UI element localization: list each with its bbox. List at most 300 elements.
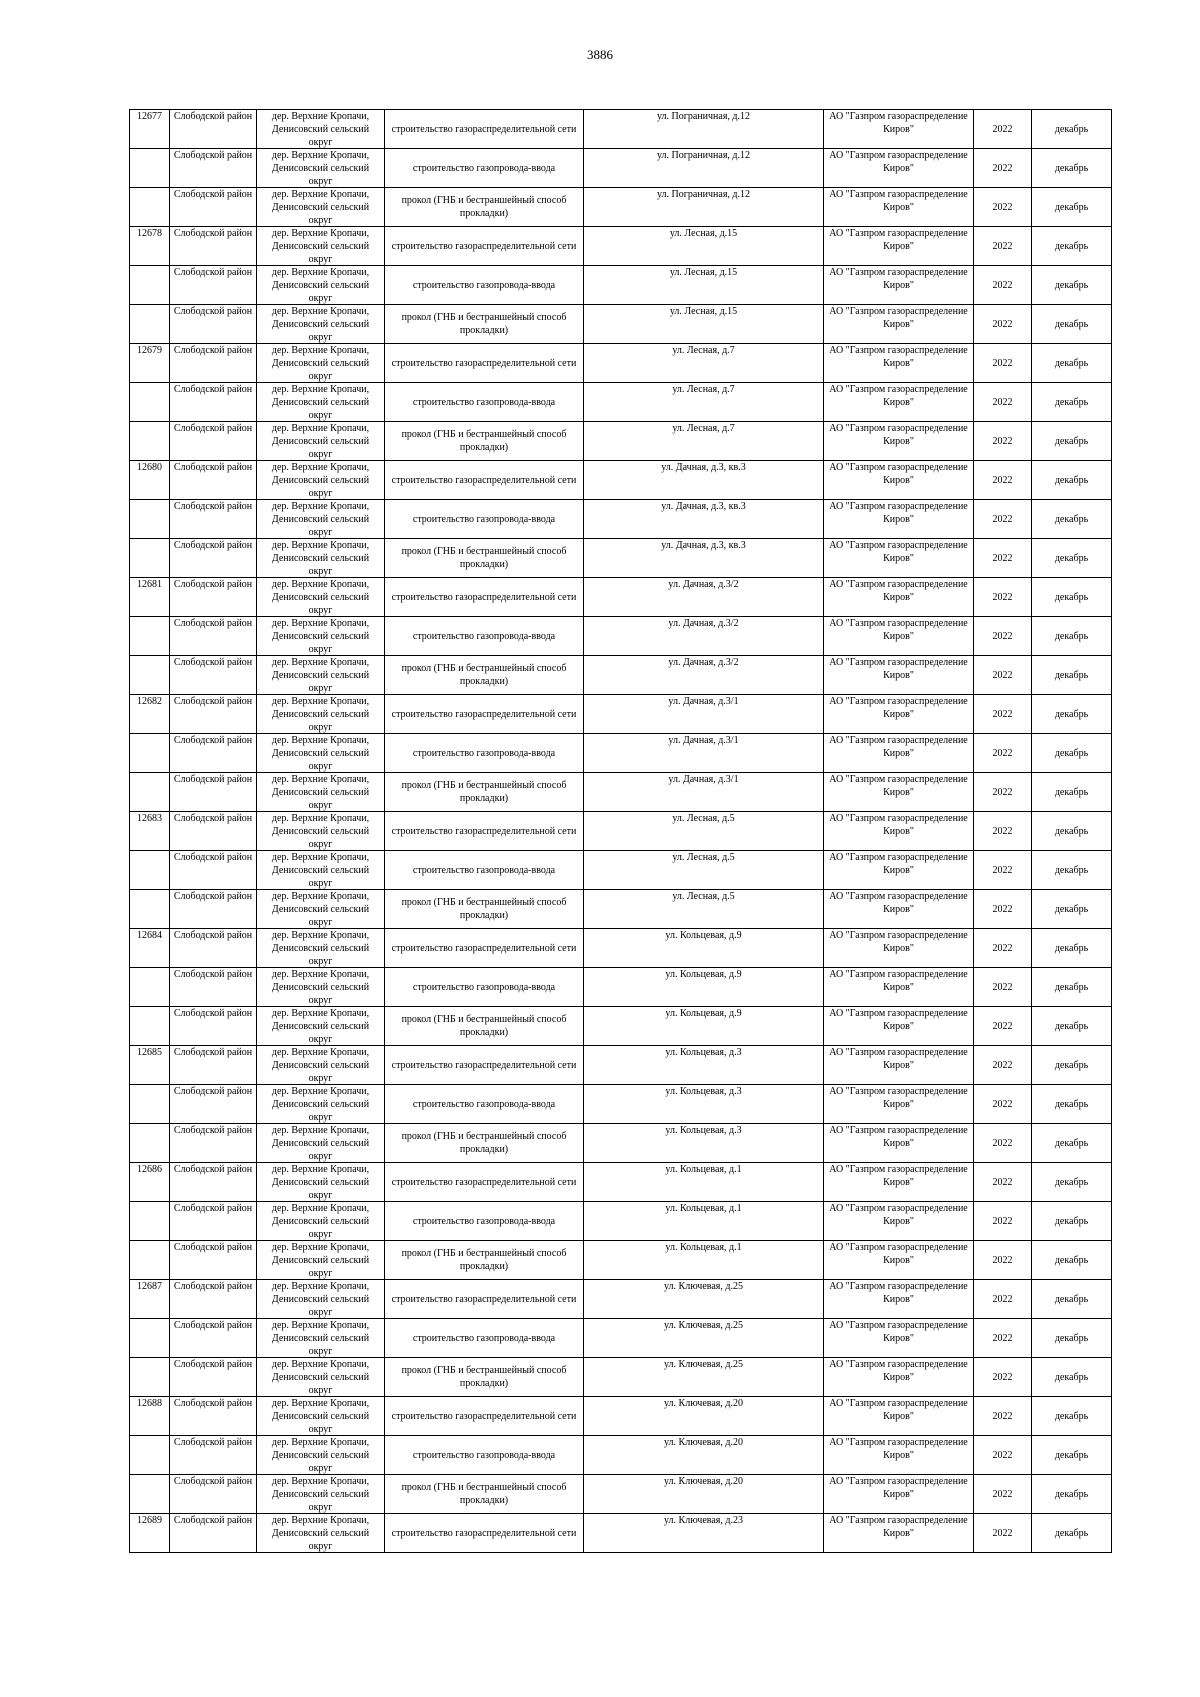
- work-type-cell-text: прокол (ГНБ и бестраншейный способ прокладки): [401, 663, 567, 687]
- district-cell: [170, 1358, 257, 1397]
- work-type-cell: [385, 968, 584, 1007]
- address-cell-text: ул. Дачная, д.3, кв.3: [661, 462, 746, 473]
- work-type-cell: [385, 266, 584, 305]
- organization-cell-text: АО "Газпром газораспределение Киров": [829, 228, 968, 252]
- work-type-cell-text: прокол (ГНБ и бестраншейный способ прокладки): [401, 1131, 567, 1155]
- address-cell: [584, 344, 824, 383]
- organization-cell: [824, 344, 974, 383]
- row-number-text: 12679: [137, 345, 162, 356]
- month-cell: [1032, 344, 1112, 383]
- month-cell-text: декабрь: [1054, 123, 1089, 135]
- work-type-cell-text: строительство газопровода-ввода: [412, 279, 556, 291]
- district-cell: [170, 851, 257, 890]
- organization-cell: [824, 1163, 974, 1202]
- organization-cell: [824, 1436, 974, 1475]
- year-cell-text: 2022: [992, 1176, 1013, 1188]
- organization-cell: [824, 1241, 974, 1280]
- row-number: [130, 1202, 170, 1241]
- address-cell: [584, 812, 824, 851]
- year-cell-text: 2022: [992, 1215, 1013, 1227]
- year-cell: [974, 1163, 1032, 1202]
- settlement-cell-text: дер. Верхние Кропачи, Денисовский сельский округ: [271, 1476, 370, 1513]
- work-type-cell: [385, 110, 584, 149]
- organization-cell: [824, 305, 974, 344]
- table-row: [130, 656, 1112, 695]
- address-cell: [584, 383, 824, 422]
- settlement-cell-text: дер. Верхние Кропачи, Денисовский сельский округ: [271, 657, 370, 694]
- district-cell-text: Слободской район: [173, 384, 253, 395]
- address-cell-text: ул. Ключевая, д.25: [664, 1320, 743, 1331]
- year-cell: [974, 383, 1032, 422]
- settlement-cell: [257, 266, 385, 305]
- address-cell: [584, 656, 824, 695]
- district-cell-text: Слободской район: [173, 540, 253, 551]
- settlement-cell-text: дер. Верхние Кропачи, Денисовский сельский округ: [271, 189, 370, 226]
- table-row: [130, 539, 1112, 578]
- month-cell: [1032, 305, 1112, 344]
- organization-cell-text: АО "Газпром газораспределение Киров": [829, 384, 968, 408]
- table-row: [130, 890, 1112, 929]
- district-cell: [170, 422, 257, 461]
- organization-cell: [824, 1085, 974, 1124]
- district-cell: [170, 461, 257, 500]
- address-cell-text: ул. Кольцевая, д.9: [665, 969, 742, 980]
- work-type-cell: [385, 1046, 584, 1085]
- settlement-cell-text: дер. Верхние Кропачи, Денисовский сельский округ: [271, 735, 370, 772]
- row-number-text: 12678: [137, 228, 162, 239]
- work-type-cell-text: прокол (ГНБ и бестраншейный способ прокладки): [401, 312, 567, 336]
- work-type-cell-text: прокол (ГНБ и бестраншейный способ прокладки): [401, 1365, 567, 1389]
- address-cell-text: ул. Кольцевая, д.3: [665, 1047, 742, 1058]
- organization-cell-text: АО "Газпром газораспределение Киров": [829, 189, 968, 213]
- address-cell-text: ул. Дачная, д.3/1: [668, 735, 739, 746]
- month-cell-text: декабрь: [1054, 162, 1089, 174]
- work-type-cell: [385, 1436, 584, 1475]
- work-type-cell: [385, 1163, 584, 1202]
- address-cell-text: ул. Дачная, д.3, кв.3: [661, 501, 746, 512]
- work-type-cell-text: строительство газораспределительной сети: [391, 825, 577, 837]
- settlement-cell: [257, 968, 385, 1007]
- address-cell-text: ул. Дачная, д.3/1: [668, 774, 739, 785]
- settlement-cell-text: дер. Верхние Кропачи, Денисовский сельский округ: [271, 228, 370, 265]
- month-cell: [1032, 1475, 1112, 1514]
- year-cell-text: 2022: [992, 435, 1013, 447]
- district-cell: [170, 617, 257, 656]
- organization-cell-text: АО "Газпром газораспределение Киров": [829, 306, 968, 330]
- year-cell: [974, 227, 1032, 266]
- district-cell: [170, 656, 257, 695]
- address-cell: [584, 578, 824, 617]
- address-cell: [584, 734, 824, 773]
- month-cell-text: декабрь: [1054, 708, 1089, 720]
- work-type-cell: [385, 305, 584, 344]
- work-type-cell-text: прокол (ГНБ и бестраншейный способ прокладки): [401, 780, 567, 804]
- month-cell: [1032, 1163, 1112, 1202]
- district-cell: [170, 1007, 257, 1046]
- address-cell-text: ул. Пограничная, д.12: [656, 150, 751, 161]
- month-cell-text: декабрь: [1054, 318, 1089, 330]
- address-cell-text: ул. Лесная, д.5: [672, 813, 735, 824]
- work-type-cell-text: строительство газораспределительной сети: [391, 942, 577, 954]
- row-number: [130, 1358, 170, 1397]
- address-cell-text: ул. Пограничная, д.12: [656, 111, 751, 122]
- address-cell-text: ул. Дачная, д.3/2: [668, 579, 739, 590]
- district-cell-text: Слободской район: [173, 501, 253, 512]
- district-cell: [170, 500, 257, 539]
- row-number: [130, 305, 170, 344]
- table-row: [130, 851, 1112, 890]
- settlement-cell-text: дер. Верхние Кропачи, Денисовский сельский округ: [271, 1515, 370, 1552]
- work-type-cell: [385, 695, 584, 734]
- month-cell-text: декабрь: [1054, 1410, 1089, 1422]
- year-cell-text: 2022: [992, 1488, 1013, 1500]
- row-number: [130, 656, 170, 695]
- month-cell: [1032, 188, 1112, 227]
- address-cell: [584, 617, 824, 656]
- table-row: [130, 383, 1112, 422]
- district-cell: [170, 1046, 257, 1085]
- district-cell: [170, 1397, 257, 1436]
- row-number: [130, 1124, 170, 1163]
- year-cell: [974, 266, 1032, 305]
- settlement-cell-text: дер. Верхние Кропачи, Денисовский сельский округ: [271, 1164, 370, 1201]
- work-type-cell: [385, 812, 584, 851]
- row-number: [130, 929, 170, 968]
- month-cell: [1032, 695, 1112, 734]
- organization-cell: [824, 1007, 974, 1046]
- table-row: [130, 812, 1112, 851]
- settlement-cell: [257, 1241, 385, 1280]
- month-cell: [1032, 461, 1112, 500]
- year-cell-text: 2022: [992, 1137, 1013, 1149]
- address-cell-text: ул. Кольцевая, д.9: [665, 1008, 742, 1019]
- settlement-cell: [257, 227, 385, 266]
- year-cell-text: 2022: [992, 1332, 1013, 1344]
- organization-cell-text: АО "Газпром газораспределение Киров": [829, 1203, 968, 1227]
- work-type-cell-text: прокол (ГНБ и бестраншейный способ прокладки): [401, 1482, 567, 1506]
- settlement-cell: [257, 773, 385, 812]
- year-cell: [974, 851, 1032, 890]
- organization-cell-text: АО "Газпром газораспределение Киров": [829, 813, 968, 837]
- row-number-text: 12680: [137, 462, 162, 473]
- year-cell: [974, 1202, 1032, 1241]
- settlement-cell: [257, 110, 385, 149]
- year-cell-text: 2022: [992, 591, 1013, 603]
- table-row: [130, 1241, 1112, 1280]
- organization-cell: [824, 1475, 974, 1514]
- month-cell-text: декабрь: [1054, 903, 1089, 915]
- district-cell-text: Слободской район: [173, 1125, 253, 1136]
- month-cell-text: декабрь: [1054, 1332, 1089, 1344]
- month-cell-text: декабрь: [1054, 1059, 1089, 1071]
- address-cell: [584, 1436, 824, 1475]
- address-cell-text: ул. Кольцевая, д.3: [665, 1086, 742, 1097]
- organization-cell-text: АО "Газпром газораспределение Киров": [829, 891, 968, 915]
- month-cell: [1032, 1202, 1112, 1241]
- work-type-cell-text: строительство газопровода-ввода: [412, 1449, 556, 1461]
- year-cell-text: 2022: [992, 552, 1013, 564]
- organization-cell-text: АО "Газпром газораспределение Киров": [829, 1476, 968, 1500]
- district-cell-text: Слободской район: [173, 1437, 253, 1448]
- settlement-cell-text: дер. Верхние Кропачи, Денисовский сельский округ: [271, 930, 370, 967]
- year-cell-text: 2022: [992, 318, 1013, 330]
- year-cell-text: 2022: [992, 1059, 1013, 1071]
- organization-cell: [824, 1124, 974, 1163]
- month-cell-text: декабрь: [1054, 396, 1089, 408]
- year-cell: [974, 149, 1032, 188]
- table-row: [130, 344, 1112, 383]
- work-type-cell: [385, 383, 584, 422]
- month-cell: [1032, 1514, 1112, 1553]
- address-cell: [584, 149, 824, 188]
- month-cell-text: декабрь: [1054, 1137, 1089, 1149]
- month-cell: [1032, 227, 1112, 266]
- organization-cell-text: АО "Газпром газораспределение Киров": [829, 1437, 968, 1461]
- organization-cell: [824, 422, 974, 461]
- district-cell: [170, 734, 257, 773]
- settlement-cell: [257, 695, 385, 734]
- work-type-cell-text: строительство газораспределительной сети: [391, 123, 577, 135]
- year-cell: [974, 188, 1032, 227]
- organization-cell-text: АО "Газпром газораспределение Киров": [829, 618, 968, 642]
- row-number: [130, 968, 170, 1007]
- settlement-cell-text: дер. Верхние Кропачи, Денисовский сельский округ: [271, 1047, 370, 1084]
- work-type-cell: [385, 188, 584, 227]
- district-cell: [170, 344, 257, 383]
- district-cell: [170, 110, 257, 149]
- year-cell-text: 2022: [992, 786, 1013, 798]
- settlement-cell: [257, 1514, 385, 1553]
- month-cell-text: декабрь: [1054, 357, 1089, 369]
- month-cell-text: декабрь: [1054, 1020, 1089, 1032]
- work-type-cell: [385, 1358, 584, 1397]
- district-cell-text: Слободской район: [173, 1281, 253, 1292]
- address-cell-text: ул. Кольцевая, д.1: [665, 1242, 742, 1253]
- row-number: [130, 812, 170, 851]
- organization-cell: [824, 812, 974, 851]
- work-type-cell: [385, 1280, 584, 1319]
- settlement-cell: [257, 1202, 385, 1241]
- month-cell-text: декабрь: [1054, 1527, 1089, 1539]
- work-type-cell-text: строительство газопровода-ввода: [412, 630, 556, 642]
- organization-cell: [824, 1319, 974, 1358]
- district-cell-text: Слободской район: [173, 1047, 253, 1058]
- table-row: [130, 929, 1112, 968]
- address-cell: [584, 890, 824, 929]
- year-cell: [974, 1124, 1032, 1163]
- month-cell-text: декабрь: [1054, 591, 1089, 603]
- row-number: [130, 1436, 170, 1475]
- organization-cell: [824, 461, 974, 500]
- year-cell: [974, 1046, 1032, 1085]
- month-cell: [1032, 149, 1112, 188]
- district-cell: [170, 1475, 257, 1514]
- year-cell: [974, 773, 1032, 812]
- organization-cell: [824, 695, 974, 734]
- work-type-cell: [385, 1514, 584, 1553]
- district-cell-text: Слободской район: [173, 462, 253, 473]
- settlement-cell: [257, 1475, 385, 1514]
- district-cell-text: Слободской район: [173, 1086, 253, 1097]
- organization-cell: [824, 578, 974, 617]
- address-cell-text: ул. Ключевая, д.25: [664, 1359, 743, 1370]
- row-number-text: 12687: [137, 1281, 162, 1292]
- district-cell: [170, 1124, 257, 1163]
- district-cell-text: Слободской район: [173, 1164, 253, 1175]
- address-cell-text: ул. Лесная, д.15: [669, 228, 738, 239]
- address-cell-text: ул. Лесная, д.15: [669, 306, 738, 317]
- work-type-cell: [385, 1241, 584, 1280]
- work-type-cell-text: строительство газопровода-ввода: [412, 981, 556, 993]
- month-cell-text: декабрь: [1054, 669, 1089, 681]
- row-number: [130, 1397, 170, 1436]
- year-cell-text: 2022: [992, 1020, 1013, 1032]
- year-cell: [974, 968, 1032, 1007]
- row-number-text: 12681: [137, 579, 162, 590]
- year-cell: [974, 1514, 1032, 1553]
- organization-cell-text: АО "Газпром газораспределение Киров": [829, 1008, 968, 1032]
- district-cell-text: Слободской район: [173, 189, 253, 200]
- month-cell-text: декабрь: [1054, 240, 1089, 252]
- address-cell: [584, 1124, 824, 1163]
- settlement-cell: [257, 1007, 385, 1046]
- year-cell: [974, 929, 1032, 968]
- row-number-text: 12682: [137, 696, 162, 707]
- settlement-cell-text: дер. Верхние Кропачи, Денисовский сельский округ: [271, 1242, 370, 1279]
- address-cell: [584, 422, 824, 461]
- organization-cell-text: АО "Газпром газораспределение Киров": [829, 774, 968, 798]
- organization-cell: [824, 227, 974, 266]
- organization-cell-text: АО "Газпром газораспределение Киров": [829, 1125, 968, 1149]
- work-type-cell: [385, 929, 584, 968]
- year-cell: [974, 344, 1032, 383]
- year-cell-text: 2022: [992, 279, 1013, 291]
- district-cell-text: Слободской район: [173, 111, 253, 122]
- work-type-cell: [385, 734, 584, 773]
- month-cell-text: декабрь: [1054, 864, 1089, 876]
- table-row: [130, 266, 1112, 305]
- address-cell-text: ул. Дачная, д.3/1: [668, 696, 739, 707]
- settlement-cell-text: дер. Верхние Кропачи, Денисовский сельский округ: [271, 1281, 370, 1318]
- year-cell: [974, 110, 1032, 149]
- address-cell-text: ул. Кольцевая, д.1: [665, 1164, 742, 1175]
- address-cell: [584, 1358, 824, 1397]
- district-cell: [170, 149, 257, 188]
- row-number: [130, 1007, 170, 1046]
- district-cell: [170, 1436, 257, 1475]
- work-type-cell: [385, 344, 584, 383]
- address-cell-text: ул. Ключевая, д.20: [664, 1398, 743, 1409]
- district-cell: [170, 812, 257, 851]
- organization-cell: [824, 1358, 974, 1397]
- work-type-cell: [385, 1124, 584, 1163]
- organization-cell: [824, 1202, 974, 1241]
- row-number: [130, 890, 170, 929]
- organization-cell: [824, 773, 974, 812]
- row-number: [130, 383, 170, 422]
- district-cell: [170, 266, 257, 305]
- year-cell: [974, 1358, 1032, 1397]
- district-cell: [170, 383, 257, 422]
- address-cell-text: ул. Ключевая, д.23: [664, 1515, 743, 1526]
- register-table: [129, 109, 1112, 1553]
- address-cell: [584, 1319, 824, 1358]
- table-row: [130, 500, 1112, 539]
- year-cell: [974, 1280, 1032, 1319]
- district-cell-text: Слободской район: [173, 1398, 253, 1409]
- year-cell: [974, 1085, 1032, 1124]
- month-cell: [1032, 617, 1112, 656]
- month-cell-text: декабрь: [1054, 747, 1089, 759]
- row-number: [130, 734, 170, 773]
- district-cell: [170, 929, 257, 968]
- row-number: [130, 1241, 170, 1280]
- district-cell-text: Слободской район: [173, 930, 253, 941]
- work-type-cell-text: прокол (ГНБ и бестраншейный способ прокладки): [401, 897, 567, 921]
- month-cell: [1032, 1046, 1112, 1085]
- table-row: [130, 578, 1112, 617]
- month-cell: [1032, 266, 1112, 305]
- settlement-cell: [257, 812, 385, 851]
- district-cell: [170, 1514, 257, 1553]
- settlement-cell: [257, 383, 385, 422]
- work-type-cell: [385, 539, 584, 578]
- year-cell-text: 2022: [992, 1449, 1013, 1461]
- district-cell-text: Слободской район: [173, 852, 253, 863]
- settlement-cell-text: дер. Верхние Кропачи, Денисовский сельский округ: [271, 1359, 370, 1396]
- table-row: [130, 1358, 1112, 1397]
- organization-cell-text: АО "Газпром газораспределение Киров": [829, 1320, 968, 1344]
- work-type-cell: [385, 773, 584, 812]
- month-cell: [1032, 1319, 1112, 1358]
- settlement-cell: [257, 500, 385, 539]
- table-row: [130, 227, 1112, 266]
- table-row: [130, 773, 1112, 812]
- month-cell-text: декабрь: [1054, 1371, 1089, 1383]
- district-cell: [170, 305, 257, 344]
- organization-cell-text: АО "Газпром газораспределение Киров": [829, 462, 968, 486]
- row-number: [130, 422, 170, 461]
- year-cell: [974, 890, 1032, 929]
- month-cell: [1032, 1358, 1112, 1397]
- year-cell: [974, 578, 1032, 617]
- work-type-cell-text: строительство газопровода-ввода: [412, 1098, 556, 1110]
- month-cell: [1032, 500, 1112, 539]
- year-cell-text: 2022: [992, 747, 1013, 759]
- address-cell: [584, 695, 824, 734]
- settlement-cell: [257, 1358, 385, 1397]
- row-number: [130, 1085, 170, 1124]
- address-cell-text: ул. Лесная, д.7: [672, 423, 735, 434]
- table-row: [130, 149, 1112, 188]
- organization-cell: [824, 734, 974, 773]
- address-cell-text: ул. Ключевая, д.20: [664, 1437, 743, 1448]
- address-cell: [584, 1514, 824, 1553]
- settlement-cell-text: дер. Верхние Кропачи, Денисовский сельский округ: [271, 696, 370, 733]
- year-cell-text: 2022: [992, 630, 1013, 642]
- row-number: [130, 266, 170, 305]
- settlement-cell: [257, 1280, 385, 1319]
- row-number: [130, 227, 170, 266]
- month-cell: [1032, 812, 1112, 851]
- work-type-cell: [385, 890, 584, 929]
- address-cell: [584, 1007, 824, 1046]
- settlement-cell-text: дер. Верхние Кропачи, Денисовский сельский округ: [271, 384, 370, 421]
- month-cell: [1032, 656, 1112, 695]
- organization-cell-text: АО "Газпром газораспределение Киров": [829, 852, 968, 876]
- organization-cell: [824, 1514, 974, 1553]
- settlement-cell: [257, 1124, 385, 1163]
